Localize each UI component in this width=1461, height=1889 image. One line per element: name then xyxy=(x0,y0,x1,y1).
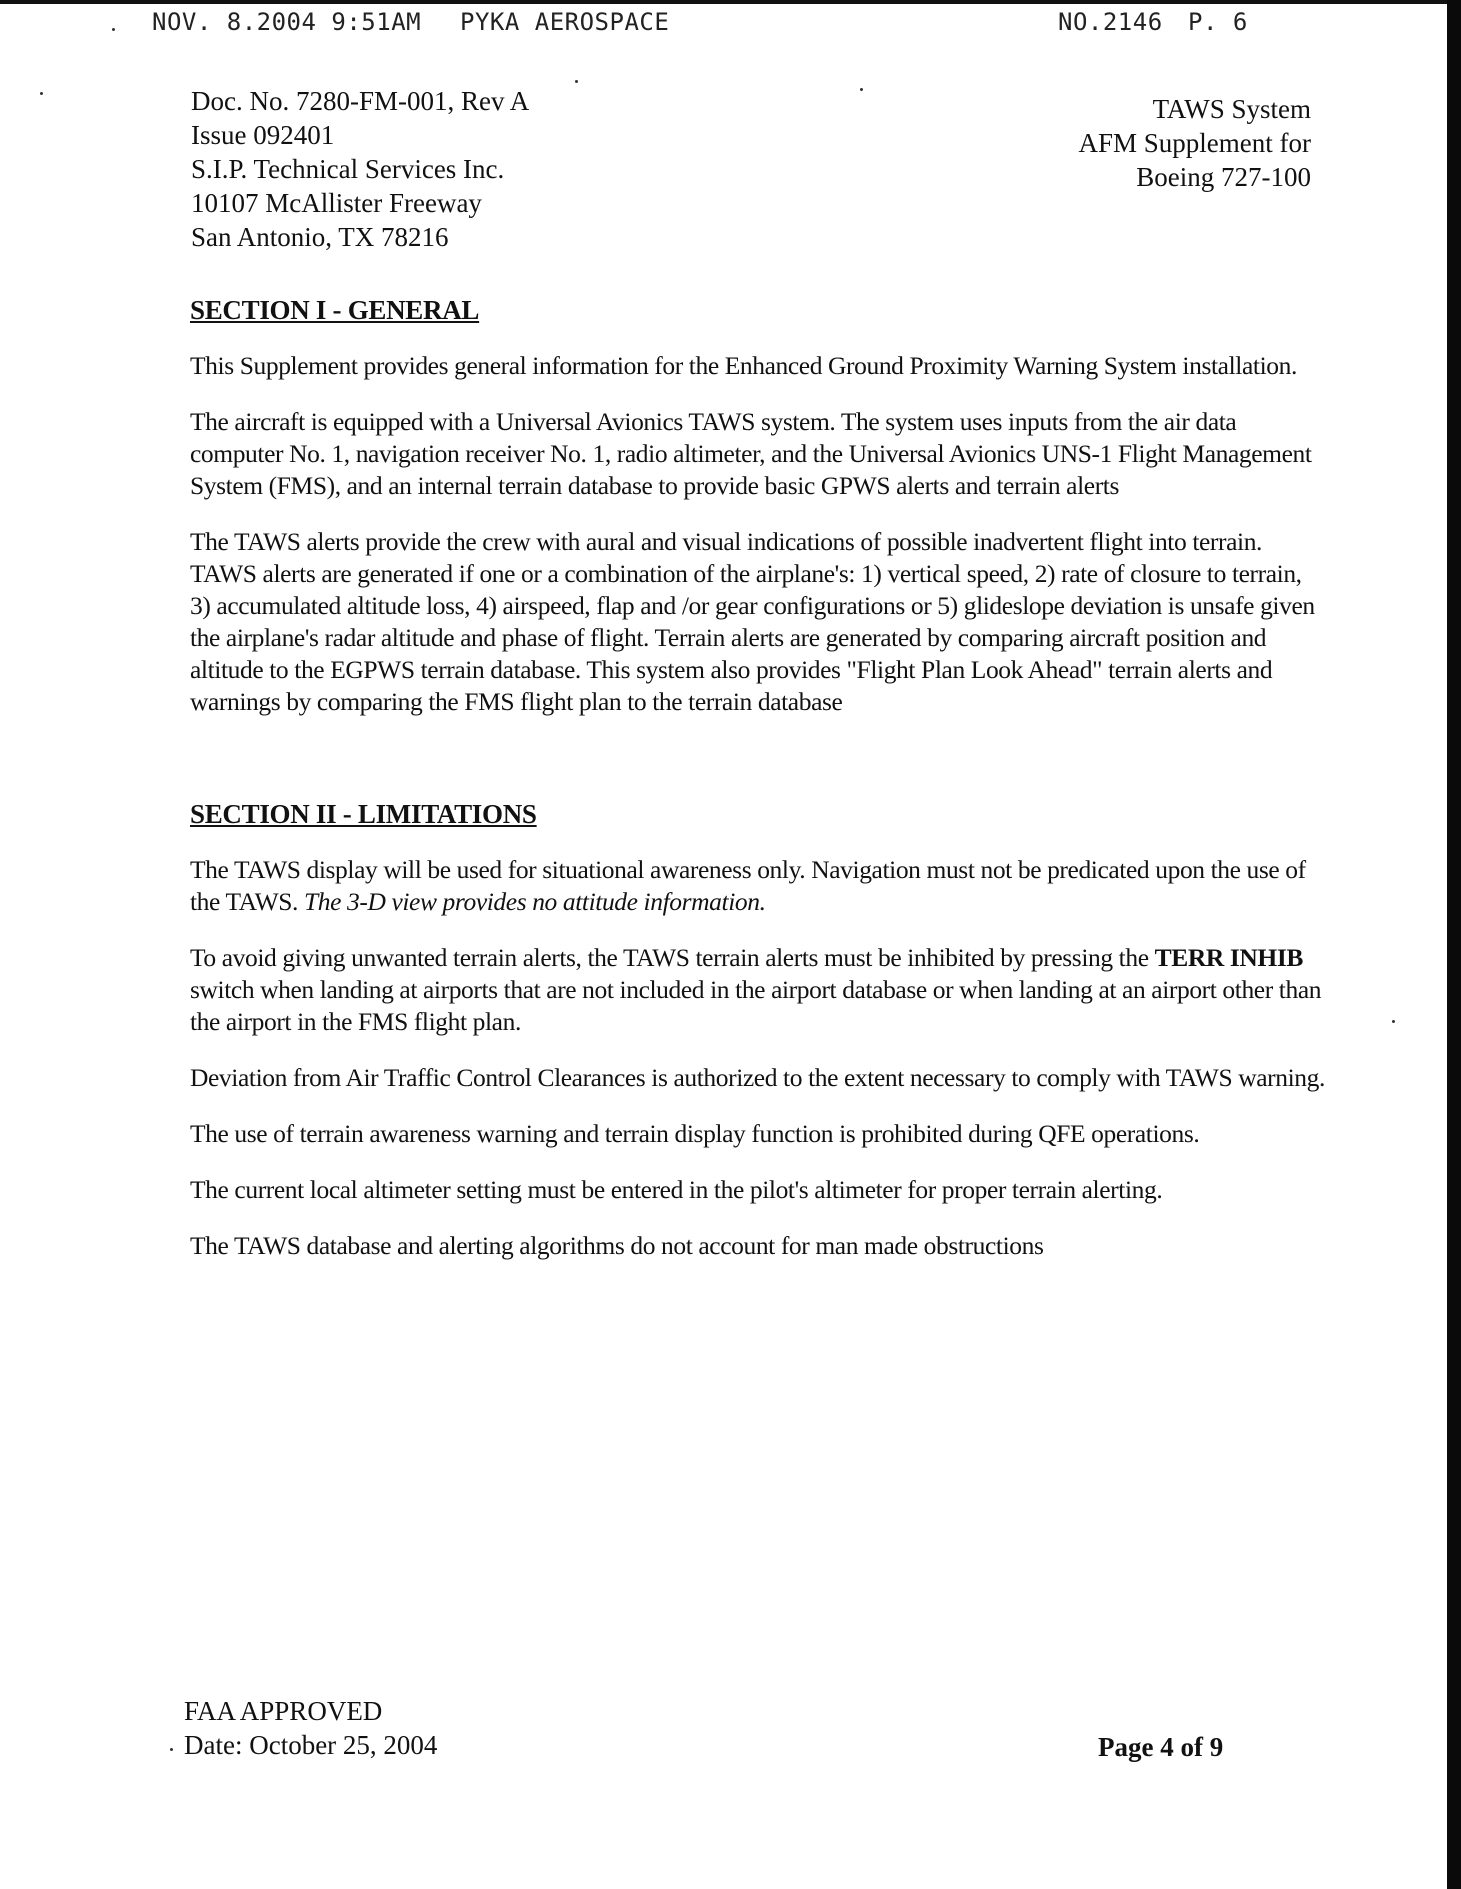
fax-number: NO.2146 xyxy=(1058,8,1163,36)
title-line-2: AFM Supplement for xyxy=(1078,128,1311,158)
fax-company: PYKA AEROSPACE xyxy=(460,8,670,36)
scan-speck xyxy=(40,92,43,95)
doc-number: Doc. No. 7280-FM-001, Rev A xyxy=(191,86,530,116)
section-2-paragraph-5: The current local altimeter setting must be entered in the pilot's altimeter for proper terrain alerting. xyxy=(190,1175,1163,1204)
scan-speck xyxy=(170,1748,173,1751)
section-2-paragraph-4: The use of terrain awareness warning and terrain display function is prohibited during QFE operations. xyxy=(190,1119,1200,1148)
display-use-text: The TAWS display will be used for situational awareness only. Navigation must not be predicated upon the use of the TAWS. xyxy=(190,855,1306,916)
doc-street: 10107 McAllister Freeway xyxy=(191,188,482,218)
section-2-paragraph-1 xyxy=(190,854,1325,918)
scan-edge xyxy=(1447,0,1461,1889)
doc-issue: Issue 092401 xyxy=(191,120,335,150)
inhibit-text-before: To avoid giving unwanted terrain alerts, the TAWS terrain alerts must be inhibited by pressing the xyxy=(190,943,1149,972)
attitude-note: The 3-D view provides no attitude information. xyxy=(303,887,766,916)
fax-header xyxy=(0,8,1440,40)
faa-approved: FAA APPROVED xyxy=(184,1696,383,1726)
section-1-heading: SECTION I - GENERAL xyxy=(190,295,480,325)
doc-title-block xyxy=(1079,92,1312,194)
footer-approval-block xyxy=(184,1694,437,1762)
fax-page: P. 6 xyxy=(1188,8,1248,36)
doc-city: San Antonio, TX 78216 xyxy=(191,222,449,252)
doc-company: S.I.P. Technical Services Inc. xyxy=(191,154,505,184)
top-rule xyxy=(0,0,1450,4)
inhibit-text-after: switch when landing at airports that are not included in the airport database or when landing at an airport other than the airport in the FMS flight plan. xyxy=(190,975,1322,1036)
section-2-paragraph-3: Deviation from Air Traffic Control Clearances is authorized to the extent necessary to comply with TAWS warning. xyxy=(190,1063,1325,1092)
scan-speck xyxy=(860,88,863,91)
section-1-paragraph-3: The TAWS alerts provide the crew with aural and visual indications of possible inadvertent flight into terrain. TAWS alerts are generated if one or a combination of the airplane's: 1) vertical speed, 2) rate of closure to terrain, 3) accumulated altitude loss, 4) airspeed, flap and /or gear configurations or 5) glideslope deviation is unsafe given the airplane's radar altitude and phase of flight. Terrain alerts are generated by comparing aircraft position and altitude to the EGPWS terrain database. This system also provides "Flight Plan Look Ahead" terrain alerts and warnings by comparing the FMS flight plan to the terrain database xyxy=(190,527,1315,716)
title-line-1: TAWS System xyxy=(1152,94,1311,124)
scan-speck xyxy=(1392,1020,1395,1023)
terr-inhib-switch-label: TERR INHIB xyxy=(1154,943,1303,972)
page-number: Page 4 of 9 xyxy=(1098,1732,1224,1762)
section-1-paragraph-2: The aircraft is equipped with a Universal Avionics TAWS system. The system uses inputs from the air data computer No. 1, navigation receiver No. 1, radio altimeter, and the Universal Avionics UNS-1 Flight Management System (FMS), and an internal terrain database to provide basic GPWS alerts and terrain alerts xyxy=(190,407,1312,500)
approval-date: Date: October 25, 2004 xyxy=(184,1730,438,1760)
section-2-heading: SECTION II - LIMITATIONS xyxy=(190,799,537,829)
fax-date-time: NOV. 8.2004 9:51AM xyxy=(152,8,422,36)
scan-speck xyxy=(112,28,115,31)
title-line-3: Boeing 727-100 xyxy=(1136,162,1311,192)
section-2-paragraph-6: The TAWS database and alerting algorithms do not account for man made obstructions xyxy=(190,1231,1044,1260)
section-2-paragraph-2 xyxy=(190,942,1325,1038)
document-body xyxy=(190,294,1325,1286)
section-spacer xyxy=(190,742,1325,798)
doc-info-block xyxy=(191,84,529,254)
section-1-paragraph-1: This Supplement provides general information for the Enhanced Ground Proximity Warning System installation. xyxy=(190,351,1297,380)
scan-speck xyxy=(575,80,578,83)
